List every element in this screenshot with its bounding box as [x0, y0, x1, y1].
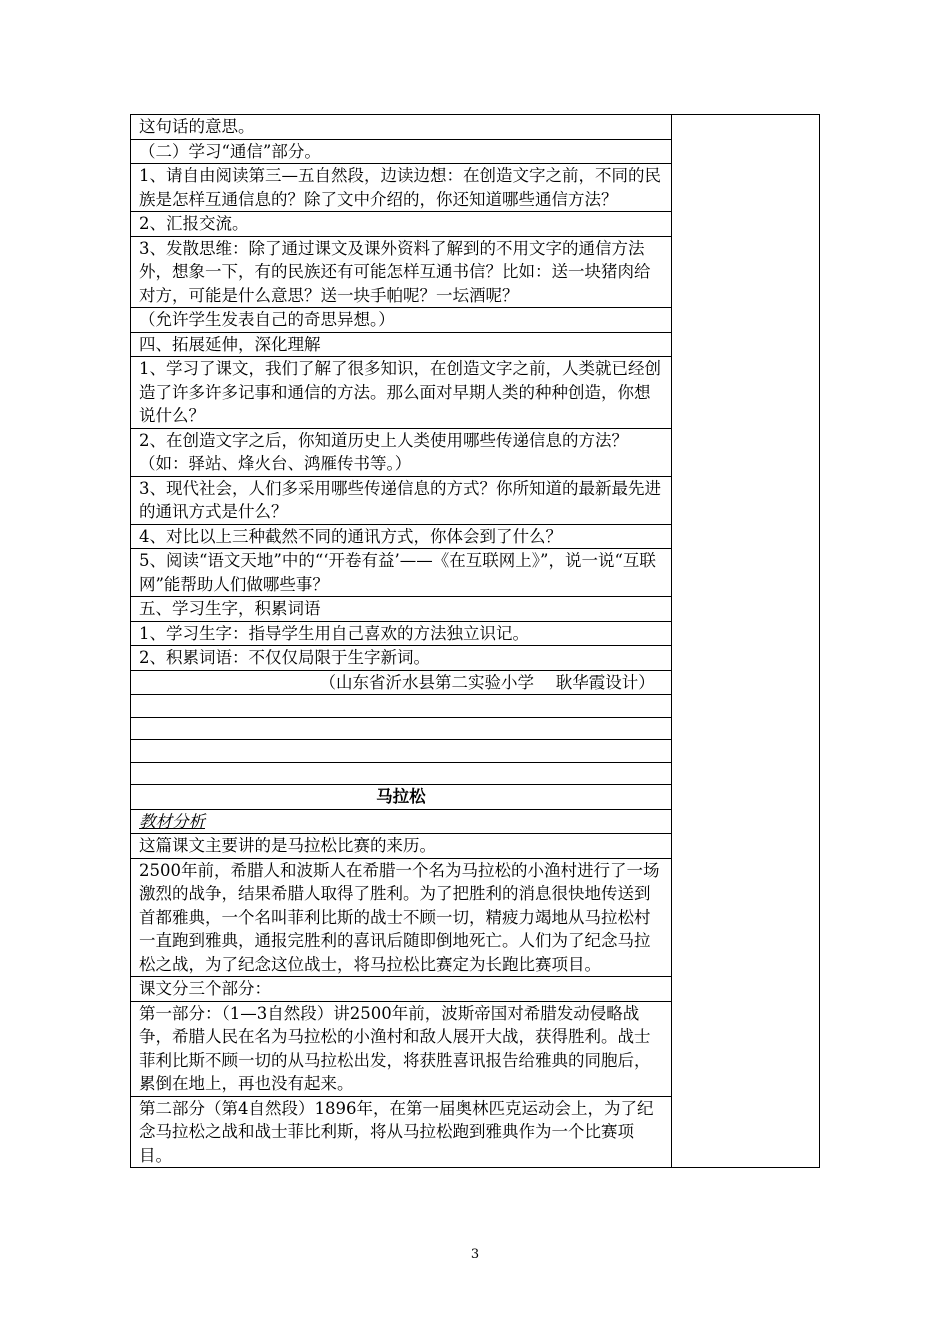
table-cell: 3、发散思维：除了通过课文及课外资料了解到的不用文字的通信方法外，想象一下，有的民族还有可能怎样互通书信？比如：送一块猪肉给对方，可能是什么意思？送一块手帕呢？一坛酒呢？: [131, 236, 672, 308]
table-cell: 课文分三个部分：: [131, 977, 672, 1002]
lesson-plan-table: [130, 114, 820, 1168]
table-cell: 1、学习了课文，我们了解了很多知识，在创造文字之前，人类就已经创造了许多许多记事和通信的方法。那么面对早期人类的种种创造，你想说什么？: [131, 357, 672, 429]
table-cell: 5、阅读“语文天地”中的“‘开卷有益’——《在互联网上》”，说一说“互联网”能帮助人们做哪些事？: [131, 549, 672, 597]
table-row: [131, 115, 820, 140]
table-cell: 2500年前，希腊人和波斯人在希腊一个名为马拉松的小渔村进行了一场激烈的战争，结果希腊人取得了胜利。为了把胜利的消息很快地传送到首都雅典，一个名叫菲利比斯的战士不顾一切，精疲力竭地从马拉松村一直跑到雅典，通报完胜利的喜讯后随即倒地死亡。人们为了纪念马拉松之战，为了纪念这位战士，将马拉松比赛定为长跑比赛项目。: [131, 858, 672, 977]
table-cell: 3、现代社会，人们多采用哪些传递信息的方式？你所知道的最新最先进的通讯方式是什么？: [131, 476, 672, 524]
author-credit: （山东省沂水县第二实验小学 耿华霞设计）: [131, 670, 672, 695]
table-cell: （允许学生发表自己的奇思异想。）: [131, 308, 672, 333]
table-cell: 1、学习生字：指导学生用自己喜欢的方法独立识记。: [131, 621, 672, 646]
table-cell: 2、积累词语：不仅仅局限于生字新词。: [131, 646, 672, 671]
section-label: 教材分析: [131, 809, 672, 834]
table-cell: 第二部分（第4自然段）1896年，在第一届奥林匹克运动会上，为了纪念马拉松之战和战士菲比利斯，将从马拉松跑到雅典作为一个比赛项目。: [131, 1096, 672, 1168]
page-number: 3: [470, 1247, 480, 1262]
table-cell: 4、对比以上三种截然不同的通讯方式，你体会到了什么？: [131, 524, 672, 549]
notes-column: [671, 115, 819, 1168]
table-cell: 2、汇报交流。: [131, 212, 672, 237]
table-cell: 四、拓展延伸，深化理解: [131, 332, 672, 357]
lesson-title: 马拉松: [131, 785, 672, 810]
table-cell: 这篇课文主要讲的是马拉松比赛的来历。: [131, 834, 672, 859]
table-cell: 第一部分：（1—3自然段）讲2500年前，波斯帝国对希腊发动侵略战争，希腊人民在名为马拉松的小渔村和敌人展开大战，获得胜利。战士菲利比斯不顾一切的从马拉松出发，将获胜喜讯报告给雅典的同胞后，累倒在地上，再也没有起来。: [131, 1001, 672, 1096]
table-cell: 这句话的意思。: [131, 115, 672, 140]
table-cell: （二）学习“通信”部分。: [131, 139, 672, 164]
table-cell: 1、请自由阅读第三—五自然段，边读边想：在创造文字之前，不同的民族是怎样互通信息的？除了文中介绍的，你还知道哪些通信方法？: [131, 164, 672, 212]
table-cell: 五、学习生字，积累词语: [131, 597, 672, 622]
table-cell: 2、在创造文字之后，你知道历史上人类使用哪些传递信息的方法？（如：驿站、烽火台、鸿雁传书等。）: [131, 428, 672, 476]
